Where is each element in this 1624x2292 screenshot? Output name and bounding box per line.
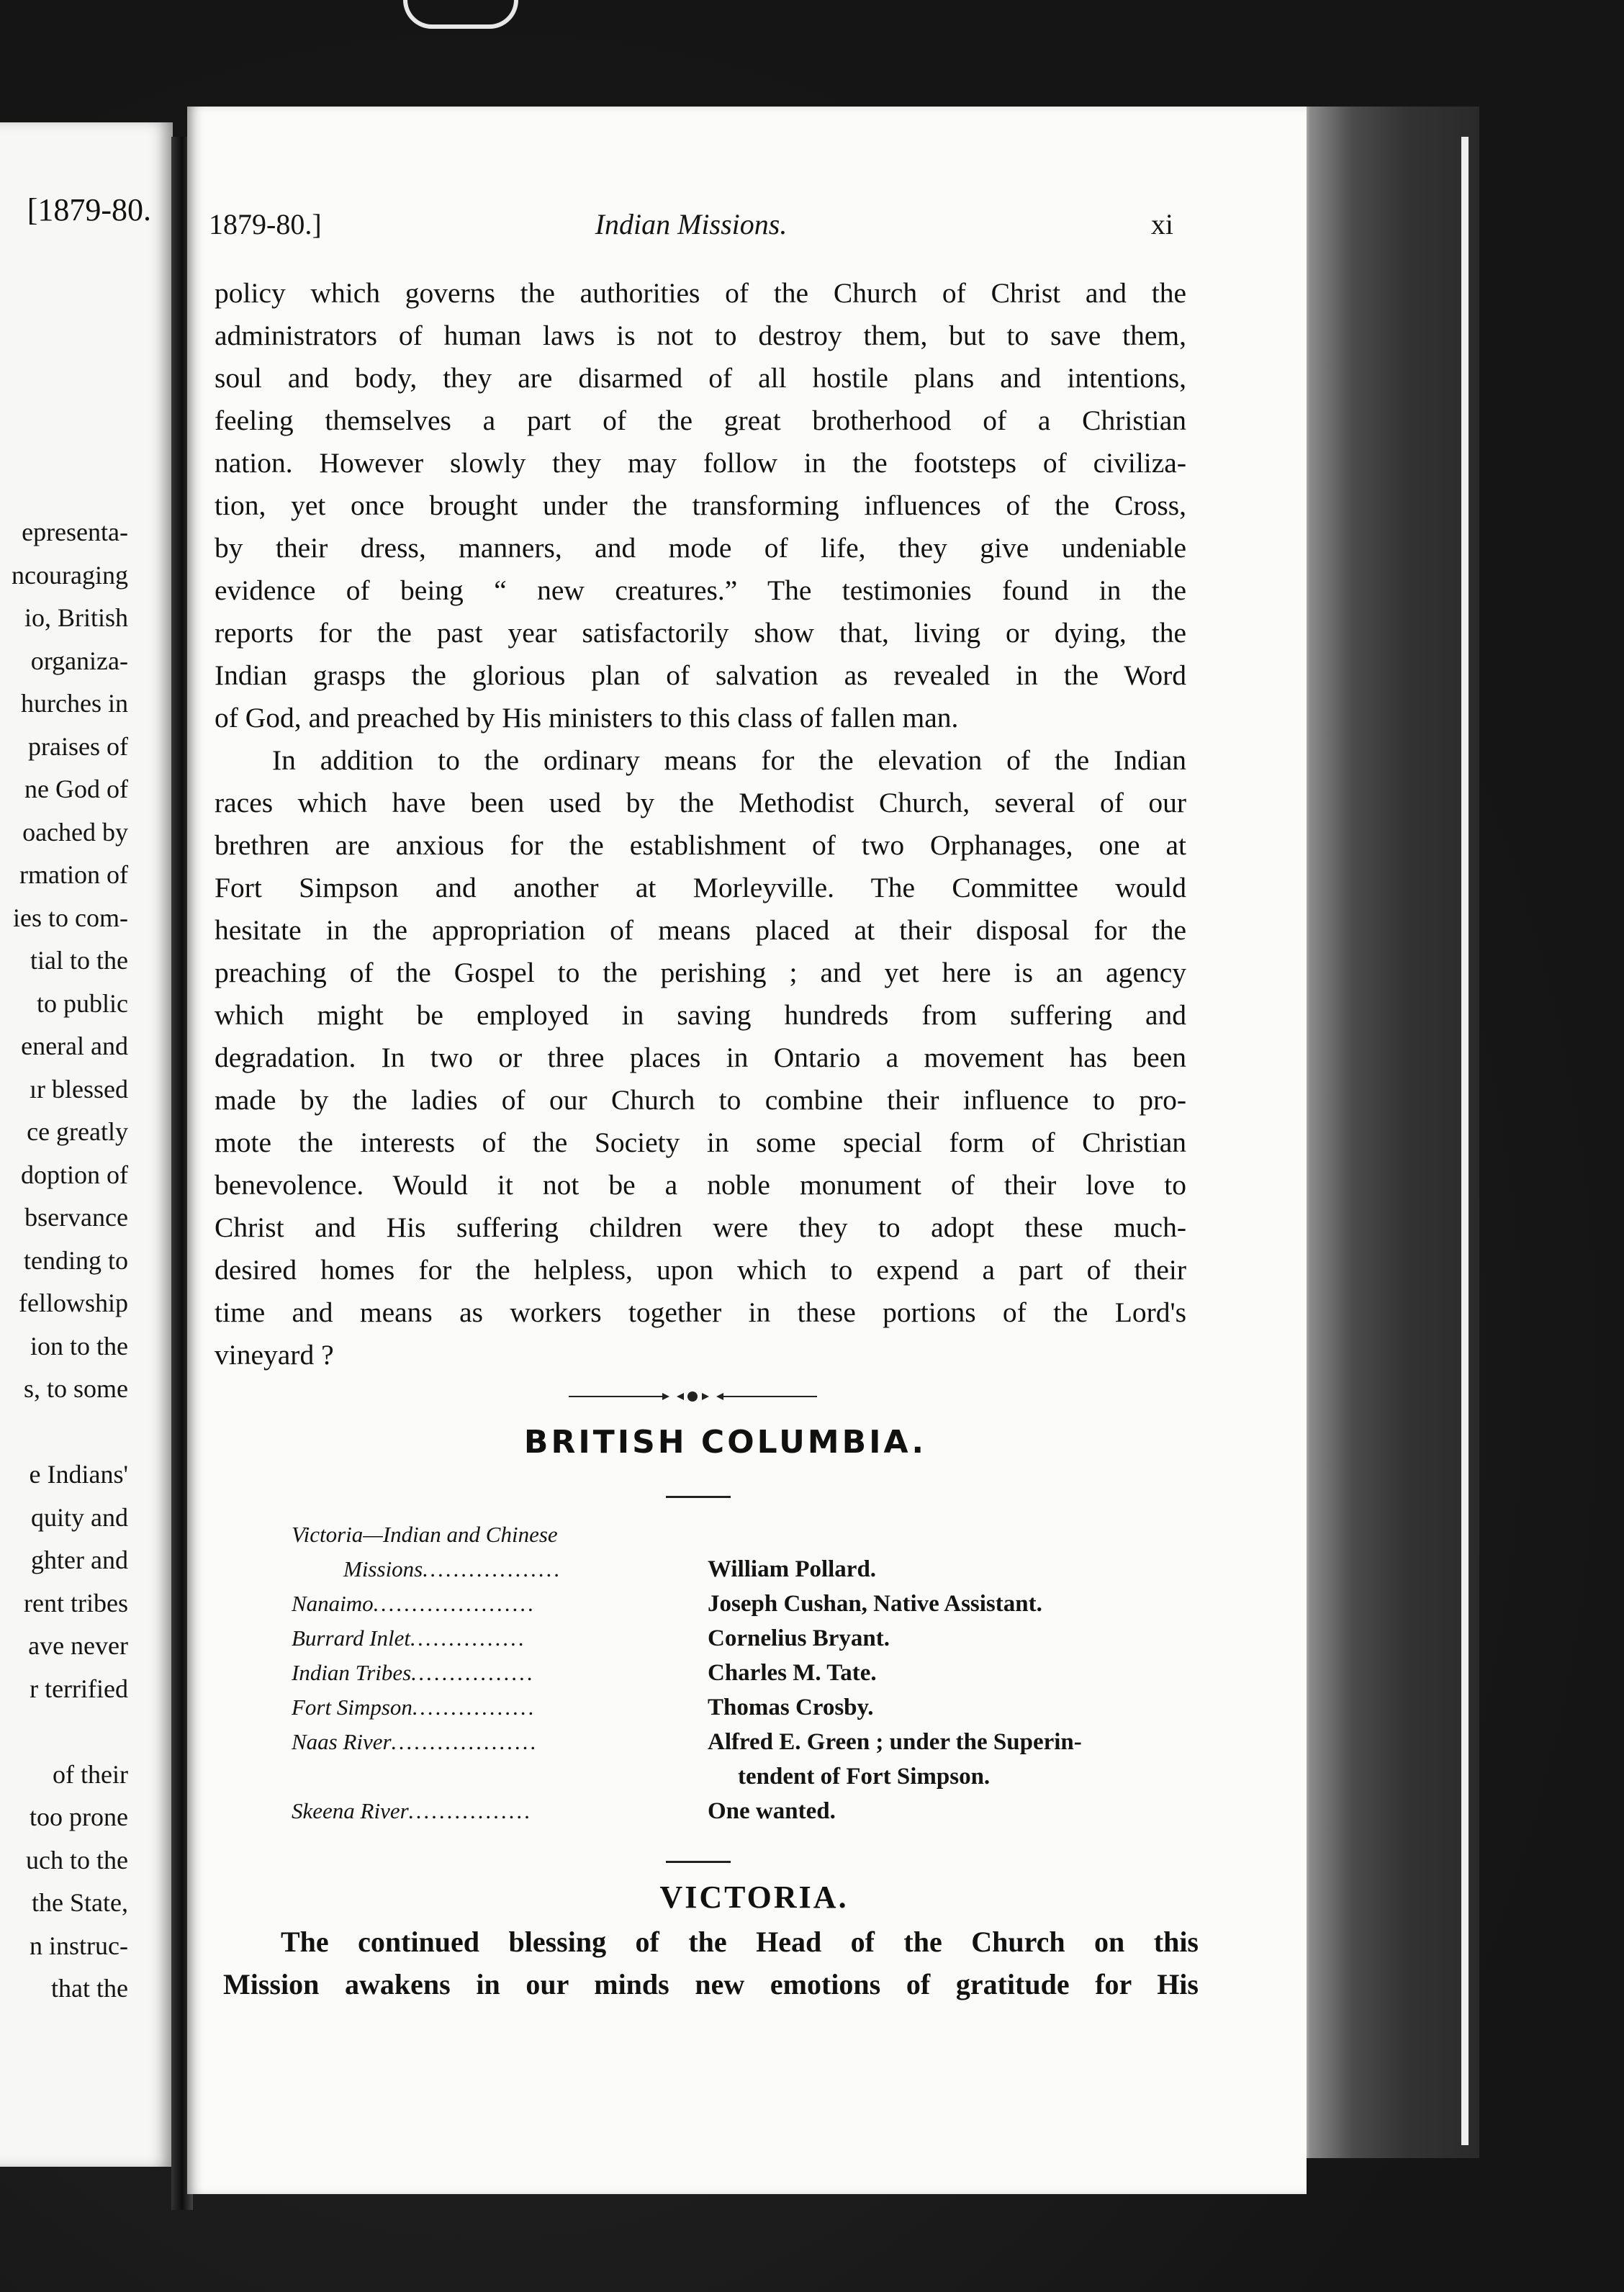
left-page-line: r terrified [30, 1674, 128, 1703]
left-page-line: oached by [22, 817, 128, 847]
text-line: hesitate in the appropriation of means placed at their disposal for the [215, 914, 1186, 946]
left-page-line: the State, [32, 1888, 128, 1917]
mission-place-name: Burrard Inlet [292, 1625, 411, 1651]
missions-intro-row [292, 1517, 1249, 1552]
left-page-line: e Indians' [29, 1460, 128, 1489]
left-page-line: ır blessed [30, 1074, 128, 1104]
mission-place [292, 1656, 673, 1690]
text-line: races which have been used by the Methodist Church, several of our [215, 787, 1186, 818]
text-line: In addition to the ordinary means for the elevation of the Indian [272, 744, 1186, 776]
missionary-name: William Pollard. [708, 1556, 877, 1582]
left-page-line: ghter and [31, 1546, 128, 1574]
left-page-line [0, 1411, 128, 1454]
mission-place [292, 1587, 673, 1621]
mission-place [292, 1621, 673, 1656]
mission-place [292, 1690, 673, 1725]
mission-place [292, 1725, 673, 1759]
mission-place [292, 1794, 673, 1828]
left-page-line: ave never [28, 1631, 128, 1660]
victoria-line-1: The continued blessing of the Head of the Church on this [281, 1926, 1199, 1958]
left-page-line: hurches in [21, 689, 128, 718]
text-line: administrators of human laws is not to destroy them, but to save them, [215, 320, 1186, 351]
scanner-clip [403, 0, 518, 29]
left-page-line: to public [37, 988, 128, 1018]
list-end-rule [666, 1861, 731, 1863]
left-page-line [0, 1710, 128, 1754]
left-page-line: rent tribes [24, 1588, 128, 1618]
left-page-line: tial to the [30, 946, 128, 975]
left-page-line: n instruc- [30, 1931, 128, 1960]
mission-row [292, 1794, 1249, 1828]
left-page-line: praises of [28, 731, 128, 761]
page-edge-shadow [1299, 107, 1479, 2158]
missions-list [292, 1517, 1249, 1828]
text-line: mote the interests of the Society in some special form of Christian [215, 1127, 1186, 1158]
left-page-line: organiza- [30, 646, 128, 675]
page-number: xi [1150, 208, 1173, 240]
text-line: of God, and preached by His ministers to this class of fallen man. [215, 702, 959, 734]
leader-dots: ................ [411, 1660, 536, 1685]
mission-place-name: Fort Simpson [292, 1695, 412, 1720]
leader-dots: ..................... [373, 1591, 536, 1616]
section-title-british-columbia: BRITISH COLUMBIA. [523, 1424, 927, 1461]
text-line: vineyard ? [215, 1339, 334, 1371]
mission-place-name: Nanaimo [292, 1591, 374, 1616]
text-line: benevolence. Would it not be a noble monument of their love to [215, 1169, 1186, 1201]
victoria-line-2: Mission awakens in our minds new emotions of gratitude for His [223, 1968, 1199, 2000]
left-page-line: ne God of [24, 775, 128, 803]
text-line: Christ and His suffering children were they to adopt these much- [215, 1212, 1186, 1243]
ornament-divider [569, 1389, 817, 1404]
left-page-header: [1879-80. [27, 192, 151, 227]
text-line: desired homes for the helpless, upon which to expend a part of their [215, 1254, 1186, 1286]
mission-place-name: Missions [343, 1556, 423, 1582]
left-page-line: too prone [30, 1803, 128, 1831]
mission-place [292, 1552, 673, 1587]
main-page [187, 107, 1307, 2194]
text-line: made by the ladies of our Church to combine their influence to pro- [215, 1084, 1186, 1116]
missionary-name-continued: tendent of Fort Simpson. [738, 1764, 991, 1790]
left-page-line: ion to the [30, 1331, 128, 1361]
text-line: reports for the past year satisfactorily show that, living or dying, the [215, 617, 1186, 649]
title-rule [666, 1496, 731, 1498]
text-line: preaching of the Gospel to the perishing ; and yet here is an agency [215, 957, 1186, 988]
missionary-name: Alfred E. Green ; under the Superin- [708, 1729, 1082, 1755]
text-line: Fort Simpson and another at Morleyville. The Committee would [215, 872, 1186, 903]
leader-dots: ............... [410, 1625, 527, 1651]
left-page-line: uch to the [26, 1845, 128, 1874]
missionary-name: Thomas Crosby. [708, 1695, 874, 1720]
missionary-name: Cornelius Bryant. [708, 1625, 890, 1651]
left-page-line: io, British [24, 603, 128, 632]
left-page-line: tending to [24, 1245, 128, 1275]
left-page [0, 122, 173, 2167]
mission-row [292, 1690, 1249, 1725]
left-page-text [0, 511, 128, 2011]
text-line: which might be employed in saving hundreds from suffering and [215, 999, 1186, 1031]
left-page-line: rmation of [19, 860, 128, 889]
text-line: Indian grasps the glorious plan of salvation as revealed in the Word [215, 659, 1186, 691]
running-head [209, 207, 1173, 251]
leader-dots: .................. [423, 1556, 562, 1582]
mission-row [292, 1552, 1249, 1587]
left-page-line: epresenta- [22, 518, 128, 546]
mission-row-continued [292, 1759, 1249, 1794]
left-page-line: ce greatly [27, 1117, 128, 1146]
mission-row [292, 1725, 1249, 1759]
page-edge-line [1461, 137, 1469, 2145]
text-line: nation. However slowly they may follow in the footsteps of civiliza- [215, 447, 1186, 479]
text-line: policy which governs the authorities of the Church of Christ and the [215, 277, 1186, 309]
paragraph-2 [215, 739, 1186, 1376]
mission-row [292, 1656, 1249, 1690]
leader-dots: ................ [408, 1798, 533, 1823]
left-page-line: s, to some [23, 1374, 128, 1403]
victoria-text [223, 1921, 1199, 2006]
missionary-name: Joseph Cushan, Native Assistant. [708, 1591, 1042, 1617]
missionary-name: Charles M. Tate. [708, 1660, 877, 1686]
missionary-name: One wanted. [708, 1798, 836, 1824]
left-page-line: ies to com- [13, 903, 128, 932]
header-year: 1879-80.] [209, 208, 322, 240]
text-line: soul and body, they are disarmed of all hostile plans and intentions, [215, 362, 1186, 394]
leader-dots: ................ [412, 1695, 536, 1720]
text-line: feeling themselves a part of the great brotherhood of a Christian [215, 405, 1186, 436]
section-title-victoria: VICTORIA. [659, 1880, 849, 1915]
mission-row [292, 1587, 1249, 1621]
mission-row [292, 1621, 1249, 1656]
paragraph-1 [215, 272, 1186, 739]
left-page-line: eneral and [21, 1032, 128, 1060]
missions-intro: Victoria—Indian and Chinese [292, 1522, 558, 1547]
text-line: brethren are anxious for the establishment of two Orphanages, one at [215, 829, 1186, 861]
text-line: tion, yet once brought under the transforming influences of the Cross, [215, 489, 1186, 521]
text-line: time and means as workers together in these portions of the Lord's [215, 1296, 1186, 1328]
leader-dots: ................... [391, 1729, 538, 1754]
left-page-line: of their [53, 1759, 128, 1789]
left-page-line: fellowship [19, 1289, 128, 1317]
body-text [215, 272, 1186, 1376]
text-line: by their dress, manners, and mode of life, they give undeniable [215, 532, 1186, 564]
left-page-line: doption of [21, 1160, 128, 1189]
mission-place-name: Indian Tribes [292, 1660, 412, 1685]
left-page-line: quity and [31, 1502, 128, 1532]
text-line: degradation. In two or three places in Ontario a movement has been [215, 1042, 1186, 1073]
mission-place-name: Skeena River [292, 1798, 409, 1823]
header-title: Indian Missions. [595, 208, 788, 240]
text-line: evidence of being “ new creatures.” The testimonies found in the [215, 574, 1186, 606]
left-page-line: ncouraging [12, 560, 128, 590]
left-page-line: bservance [24, 1203, 128, 1232]
mission-place-name: Naas River [292, 1729, 392, 1754]
left-page-line: that the [51, 1974, 128, 2003]
